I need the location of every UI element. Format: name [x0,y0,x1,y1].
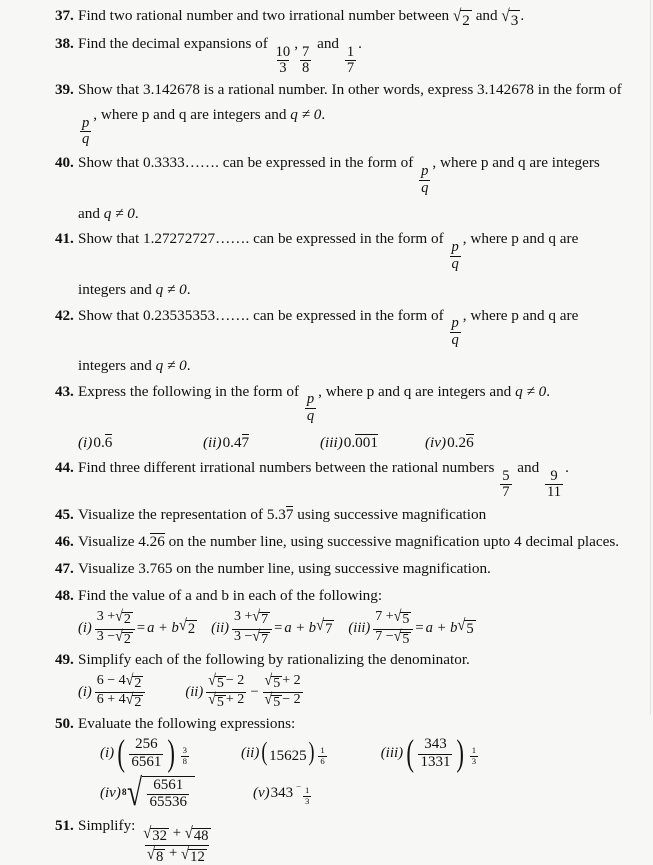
base-value: 15625 [269,747,307,764]
condition-q-ne-0: q ≠ 0 [290,106,322,124]
rhs-terms: a + b [425,620,458,637]
question-number: 38. [55,34,74,52]
numerator: 6 − 4 √ 2 [96,672,142,691]
q43-item-iii [320,434,425,452]
condition-q-ne-0: q ≠ 0 [103,204,135,222]
denominator: 6 + 4 √ 2 [95,692,146,710]
rhs-terms: a + b [284,620,317,637]
question-44 [55,458,639,500]
question-number: 46. [55,533,74,550]
radicand: 5 [216,695,224,711]
question-43 [55,382,639,424]
fraction-6561-65536: $\frac{6561}{65536}$ [149,776,187,811]
q44-period: . [565,458,569,476]
question-text [78,382,639,424]
question-48-items [78,610,639,647]
question-number: 51. [55,816,74,834]
exponent-1-6: $\frac{1}{6}$ [320,745,325,767]
question-text: Visualize 3.765 on the number line, using successive magnification. [78,559,491,577]
question-text [78,532,639,552]
q41-text3: integers and [78,280,152,298]
repeating-digits: 6 [104,433,113,451]
q49-item-ii [185,674,304,711]
item-label: (ii) [241,745,260,762]
parenthesized-fraction [404,732,467,774]
q51-label: Simplify: [78,816,136,834]
radicand: 5 [402,612,410,628]
condition-q-ne-0: q ≠ 0 [155,280,187,298]
condition-q-ne-0: q ≠ 0 [515,382,547,400]
fraction-5-7: $\frac{5}{7}$ [502,467,510,501]
numerator: 3 + √ 2 [96,608,131,628]
q48-item-ii: (ii) 3 + √ 7 3 − √ 7 = a + b √ 7 [211,608,333,647]
base-value: 343 [270,784,294,801]
fraction-p-q: $\frac{p}{q}$ [451,239,459,272]
denominator: 3 − √ 7 [232,629,272,647]
parenthesized-fraction [115,732,178,774]
minus-operator: − [250,683,259,700]
paren-left: ( [117,732,126,774]
paren-right: ) [307,736,315,766]
question-text: Find the value of a and b in each of the following: [78,586,383,604]
question-42-continuation [78,356,639,376]
q40-text3: and [78,204,100,222]
q50-item-v [253,781,313,806]
radicand: 5 [402,631,410,647]
q50-item-iii [380,732,480,774]
fraction-p-q: $\frac{p}{q}$ [306,391,315,425]
comma: , [294,34,298,52]
repeating-digits: 7 [285,506,294,524]
question-number: 42. [55,306,74,324]
radicand: 48 [193,828,209,845]
q42-text1: Show that 0.23535353……. can be expressed in the form of [78,306,444,324]
equals-sign: = [136,620,146,637]
question-text: Show that 3.142678 is a rational number. In other words, express 3.142678 in the form of [78,81,622,99]
question-text [78,34,639,76]
question-43-items [78,434,639,452]
radicand: 8 [155,848,164,865]
joiner: and [517,458,540,476]
decimal-prefix: 5.3 [266,506,286,524]
exponent-3-8: $\frac{3}{8}$ [182,745,188,767]
decimal-plain: 2 [458,433,467,451]
fraction-expr [95,674,146,711]
item-label: (i) [78,683,92,700]
q38-text: Find the decimal expansions of [78,34,268,52]
plus-operator: + [169,845,178,862]
decimal-prefix: 0. [447,433,459,451]
numerator: 3 + √ 7 [234,608,269,628]
sqrt-3: √ 3 [501,9,520,31]
question-48 [55,586,639,606]
radicand: 12 [190,848,205,865]
fraction-10-3: $\frac{10}{3}$ [275,43,291,77]
exponent-sign: − [296,780,302,791]
period: . [546,382,550,400]
item-label: (ii) [211,620,230,637]
item-label: (i) [78,620,92,637]
question-number: 50. [55,714,74,732]
question-number: 40. [55,154,74,172]
radicand: 2 [123,631,131,647]
radicand: 2 [134,675,142,691]
fraction-expr [232,610,272,647]
question-42 [55,306,639,348]
q46-text1: Visualize [78,533,135,550]
fraction-9-11: $\frac{9}{11}$ [547,467,562,501]
fraction-p-q: $\frac{p}{q}$ [82,114,90,148]
fraction-p-q: $\frac{p}{q}$ [451,315,459,348]
question-number: 41. [55,230,74,248]
q41-text1: Show that 1.27272727……. can be expressed in the form of [78,230,444,248]
nth-root-expression [121,771,195,814]
numerator: √ 32 + √ 48 [143,824,209,845]
denominator: 7 − √ 5 [373,629,413,647]
numerator: 7 + √ 5 [375,608,410,628]
period: . [321,106,326,124]
question-text [78,306,639,348]
item-label: (i) [100,745,115,762]
item-label: (ii) [185,683,204,700]
question-50 [55,714,639,734]
item-label: (iii) [348,620,371,637]
repeating-digits: 6 [466,433,474,451]
decimal-plain: 4 [233,433,242,451]
fraction-343-1331: $\frac{343}{1331}$ [420,736,451,770]
root-index: 8 [121,788,127,799]
radicand: 2 [134,695,142,711]
question-text: Simplify each of the following by rationalizing the denominator. [78,651,470,669]
q43-item-ii [203,434,320,452]
repeating-digits: 001 [355,433,378,451]
plus-operator: + [172,825,182,842]
question-39 [55,80,639,100]
parenthesized-base [260,736,315,766]
q48-item-iii: (iii) 7 + √ 5 7 − √ 5 = a + b √ 5 [348,608,474,647]
question-number: 48. [55,586,74,604]
radicand: 32 [152,828,168,845]
item-label: (iii) [320,433,343,451]
question-49-items [78,674,639,711]
q37-period: . [520,7,525,24]
q50-item-iv [100,771,195,814]
question-number: 39. [55,81,74,99]
exponent-1-3: $\frac{1}{3}$ [471,745,477,767]
q50-item-i [100,732,191,774]
question-50-items-row1 [78,732,639,774]
radicand: 2 [123,612,131,628]
exponent-negative-1-3: − $\frac{1}{3}$ [296,780,310,806]
fraction-7-8: $\frac{7}{8}$ [301,43,310,77]
radicand: 7 [325,621,333,638]
numerator: √ 5 − 2 [208,672,245,691]
q40-text2: , where p and q are integers [432,154,600,172]
value-4-26 [138,533,165,550]
radicand: 5 [273,675,281,691]
denominator: √ 5 + 2 [208,691,245,711]
q42-text3: integers and [78,356,152,374]
equals-sign: = [274,620,283,637]
item-label: (ii) [203,433,222,451]
q37-text: Find two rational number and two irrational number between [78,7,450,24]
item-label: (i) [78,433,93,451]
question-text [78,505,639,525]
question-text: Evaluate the following expressions: [78,714,296,732]
question-49 [55,650,639,670]
q42-text2: , where p and q are [462,306,579,324]
question-51 [55,816,639,865]
item-label: (iv) [100,784,121,801]
decimal-prefix: 0. [343,433,356,451]
question-number: 37. [55,7,74,24]
radicand: 5 [466,621,474,638]
q43-item-iv [425,434,474,452]
decimal-prefix: 0. [93,433,105,451]
decimal-prefix: 4. [138,533,150,550]
radicand: 7 [261,631,269,647]
fraction-expr [141,826,212,864]
paren-right: ) [167,732,176,774]
repeating-digits: 26 [149,533,165,550]
q43-text2: , where p and q are integers and [318,382,512,400]
fraction-expr-1 [206,674,246,711]
fraction-p-q: $\frac{p}{q}$ [421,162,429,196]
question-46 [55,532,639,552]
value-5-37 [267,506,294,523]
question-number: 45. [55,506,74,524]
q41-text2: , where p and q are [462,230,579,248]
item-label: (iii) [380,745,404,762]
fraction-256-6561: $\frac{256}{6561}$ [131,736,162,770]
question-text [78,816,639,865]
q45-text2: using successive magnification [297,506,487,524]
q40-text1: Show that 0.3333……. can be expressed in the form of [78,154,414,172]
item-label: (v) [252,784,270,801]
rhs-terms: a + b [147,620,179,637]
question-text: Find two rational number and two irrational number between √ 2 and √ 3 . [78,6,639,31]
q44-text: Find three different irrational numbers between the rational numbers [78,458,495,476]
equals-sign: = [415,620,424,637]
question-number: 43. [55,382,74,400]
question-text [78,153,639,195]
item-label: (iv) [425,433,447,451]
question-number: 44. [55,458,74,476]
fraction-expr-2 [263,674,303,711]
question-40-continuation [78,204,639,224]
fraction-1-7: $\frac{1}{7}$ [346,43,355,77]
repeating-digits: 7 [241,433,250,451]
question-50-items-row2 [78,771,639,814]
question-40 [55,153,639,195]
question-text [78,229,639,271]
fraction-expr [95,610,135,647]
question-number: 47. [55,559,74,577]
q38-period: . [358,34,362,52]
period: . [186,356,191,374]
question-38 [55,34,639,76]
q39-text2: , where p and q are integers and [93,106,287,124]
paren-right: ) [456,732,465,774]
radicand: 2 [187,621,196,638]
q50-item-ii [241,736,329,767]
question-39-continuation [78,105,639,147]
denominator: √ 8 + √ 12 [145,845,209,864]
question-41 [55,229,639,271]
q46-text2: on the number line, using successive magnification upto 4 decimal places. [168,533,620,550]
q45-text1: Visualize the representation of [78,506,264,524]
question-text [78,458,639,500]
q48-item-i: (i) 3 + √ 2 3 − √ 2 = a + b √ 2 [78,608,196,647]
question-47 [55,559,639,579]
question-37 [55,6,639,31]
denominator: 3 − √ 2 [95,629,135,647]
radicand: 7 [261,612,269,628]
q43-item-i [78,434,203,452]
radical-icon: √ [452,6,462,26]
condition-q-ne-0: q ≠ 0 [155,356,187,374]
question-number: 49. [55,651,74,669]
denominator: √ 5 − 2 [264,691,301,711]
paren-left: ( [261,736,268,766]
decimal-prefix: 0. [222,433,234,451]
numerator: √ 5 + 2 [264,672,301,691]
paren-left: ( [406,732,415,774]
q43-text1: Express the following in the form of [78,382,300,400]
q49-item-i [78,674,147,711]
sqrt-2: √ 2 [453,9,472,31]
radical-icon: √ [501,6,510,26]
question-45 [55,505,639,525]
radicand: 5 [273,695,281,711]
radicand: 5 [216,675,224,691]
fraction-expr [373,610,413,647]
joiner: and [317,34,340,52]
period: . [134,204,139,222]
question-41-continuation [78,280,639,300]
period: . [186,280,191,298]
radical-icon: √ [127,771,143,814]
